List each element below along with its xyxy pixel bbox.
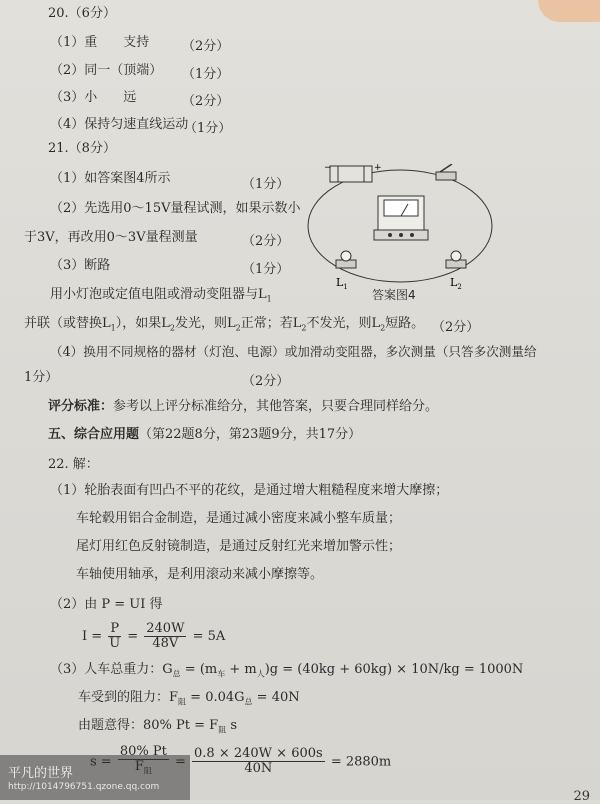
fraction-240w-over-48v: $\frac{240W}{48V}$ xyxy=(146,621,185,651)
bulb-l1-icon xyxy=(336,251,356,268)
q20-item-4: （4）保持匀速直线运动 xyxy=(50,117,189,132)
q21-p3-score: （1分） xyxy=(242,262,290,277)
q21-p3c: 并联（或替换$L_1$），如果$L_2$发光，则$L_2$正常；若$L_2$不发光，则$L_2$短路。 xyxy=(24,316,425,333)
fraction-p-over-u: $\frac{P}{U}$ xyxy=(109,621,121,651)
q22-p1: （1）轮胎表面有凹凸不平的花纹，是通过增大粗糙程度来增大摩擦； xyxy=(50,483,449,498)
q20-header: 20.（6分） xyxy=(48,6,116,21)
q22-p2: （2）由 P = UI 得 xyxy=(50,597,163,612)
watermark-url: http://1014796751.qzone.qq.com xyxy=(8,782,160,792)
q21-p1-score: （1分） xyxy=(242,177,290,192)
q21-header: 21.（8分） xyxy=(48,141,116,156)
switch-icon xyxy=(436,164,456,180)
q21-p2-score: （2分） xyxy=(242,234,290,249)
q21-p4b: 1分） xyxy=(24,370,59,385)
q20-item-2-score: （1分） xyxy=(182,67,230,82)
label-l2: $L_2$ xyxy=(450,276,462,291)
q20-item-1: （1）重 支持 xyxy=(50,35,150,50)
q20-item-1-score: （2分） xyxy=(182,39,230,54)
q22-p3: （3）人车总重力：$G_总 = (m_车 + m_人)g = (40kg + 60kg) \times 10N/kg = 1000N$ xyxy=(50,662,524,679)
q22-eq-distance: s = $\frac{80\% Pt}{F_阻}$ = $\frac{0.8 \times 240W \times 600s}{40N}$ = 2880m xyxy=(90,745,391,779)
q21-p1: （1）如答案图4所示 xyxy=(50,171,171,186)
fraction-numeric: $\frac{0.8 \times 240W \times 600s}{40N}$ xyxy=(194,746,323,777)
q21-p2b: 于3V，再改用0～3V量程测量 xyxy=(24,230,198,245)
q20-item-3: （3）小 远 xyxy=(50,90,137,105)
q21-p4a: （4）换用不同规格的器材（灯泡、电源）或加滑动变阻器，多次测量（只答多次测量给 xyxy=(50,344,537,359)
q22-p1c: 尾灯用红色反射镜制造，是通过反射红光来增加警示性； xyxy=(76,539,402,554)
q22-p1b: 车轮毂用铝合金制造，是通过减小密度来减小整车质量； xyxy=(76,511,402,526)
q21-p3b: 用小灯泡或定值电阻或滑动变阻器与$L_1$ xyxy=(50,287,272,304)
section5-title: 五、综合应用题（第22题8分，第23题9分，共17分） xyxy=(48,427,362,442)
fraction-work-over-force: $\frac{80\% Pt}{F_阻}$ xyxy=(119,744,167,776)
criteria: 评分标准：参考以上评分标准给分，其他答案，只要合理同样给分。 xyxy=(48,399,439,414)
q21-p2a: （2）先选用0～15V量程试测，如果示数小 xyxy=(50,201,301,216)
battery-plus: + xyxy=(374,164,382,173)
q22-header: 22. 解： xyxy=(48,457,99,472)
q21-p4-score: （2分） xyxy=(242,374,290,389)
label-l1: $L_1$ xyxy=(336,276,348,291)
watermark-title: 平凡的世界 xyxy=(8,766,74,781)
q21-p3c-score: （2分） xyxy=(432,320,480,335)
page-number: 29 xyxy=(573,789,590,804)
q20-item-4-score: （1分） xyxy=(184,121,232,136)
q21-p3: （3）断路 xyxy=(50,258,111,273)
circuit-diagram xyxy=(300,164,500,296)
battery-minus: − xyxy=(324,164,332,173)
q22-eq-current: I = $\frac{P}{U}$ = $\frac{240W}{48V}$ = 5A xyxy=(82,621,226,651)
bulb-l2-icon xyxy=(446,251,466,268)
q20-item-3-score: （2分） xyxy=(182,94,230,109)
q20-item-2: （2）同一（顶端） xyxy=(50,63,163,78)
voltmeter-icon xyxy=(374,196,428,240)
q22-p1d: 车轴使用轴承，是利用滚动来减小摩擦等。 xyxy=(76,567,324,582)
q22-given: 由题意得：80% $Pt = F_阻$ s xyxy=(78,718,237,735)
q22-resistance: 车受到的阻力：$F_阻 = 0.04G_总 = 40N$ xyxy=(78,690,300,707)
battery-icon xyxy=(330,166,372,182)
figure-caption: 答案图4 xyxy=(372,288,416,302)
